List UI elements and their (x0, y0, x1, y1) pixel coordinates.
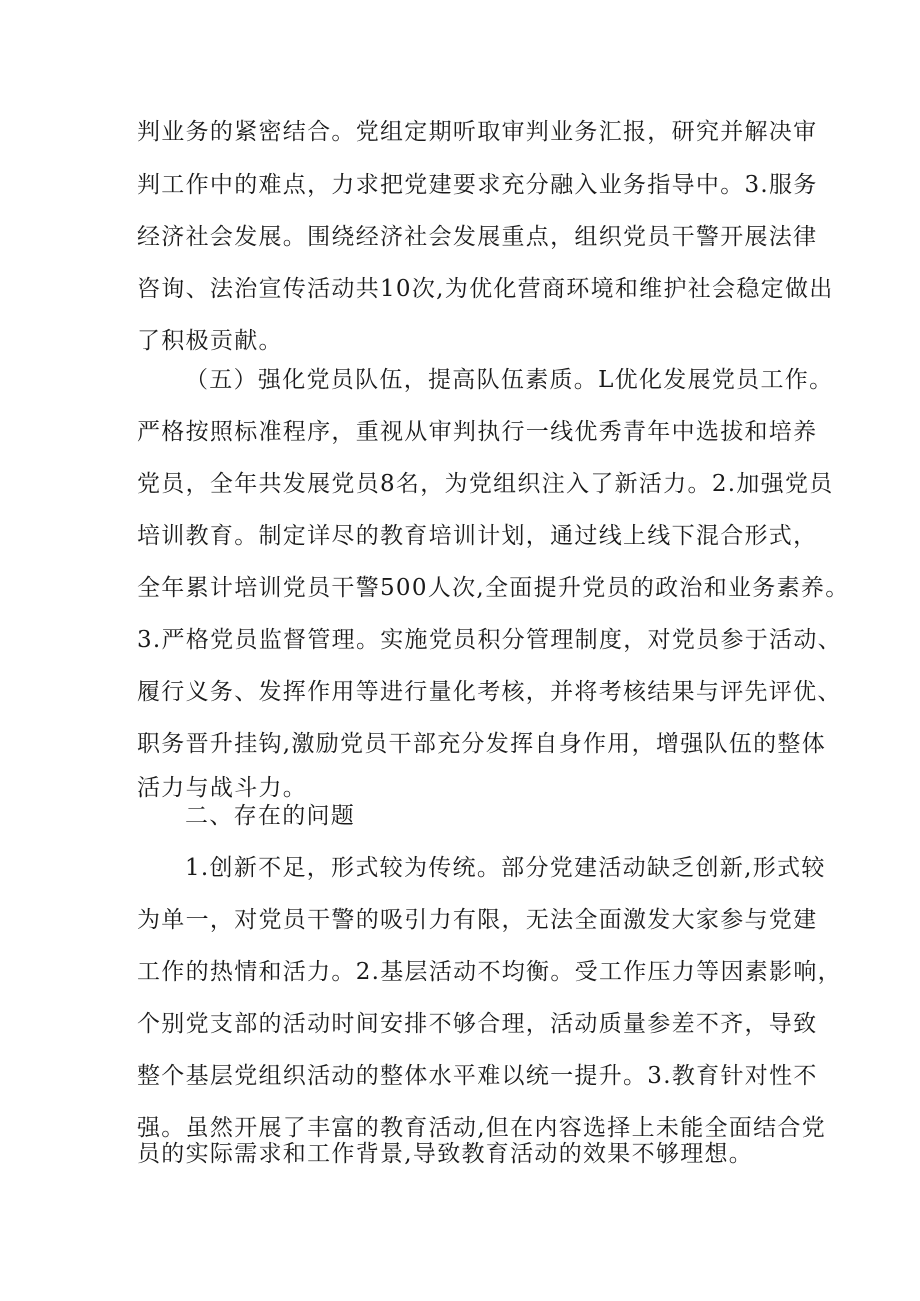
text-line: 整个基层党组织活动的整体水平难以统一提升。3.教育针对性不 (137, 1063, 818, 1089)
section-heading: （五）强化党员队伍，提高队伍素质。L优化发展党员工作。 (185, 367, 834, 393)
section-heading: 二、存在的问题 (185, 803, 356, 829)
text-line: 强。虽然开展了丰富的教育活动,但在内容选择上未能全面结合党 (137, 1115, 827, 1141)
text-line: 党员，全年共发展党员8名，为党组织注入了新活力。2.加强党员 (137, 471, 834, 497)
text-line: 职务晋升挂钩,激励党员干部充分发挥自身作用，增强队伍的整体 (137, 731, 827, 757)
text-line: 严格按照标准程序，重视从审判执行一线优秀青年中选拔和培养 (137, 419, 818, 445)
text-line: 判业务的紧密结合。党组定期听取审判业务汇报，研究并解决审 (137, 119, 818, 145)
text-line: 了积极贡献。 (137, 328, 283, 354)
text-line: 履行义务、发挥作用等进行量化考核，并将考核结果与评先评优、 (137, 679, 842, 705)
text-line: 全年累计培训党员干警500人次,全面提升党员的政治和业务素养。 (137, 575, 850, 601)
text-line: 员的实际需求和工作背景,导致教育活动的效果不够理想。 (137, 1141, 754, 1167)
text-line: 为单一，对党员干警的吸引力有限，无法全面激发大家参与党建 (137, 907, 818, 933)
text-line: 经济社会发展。围绕经济社会发展重点，组织党员干警开展法律 (137, 224, 818, 250)
text-line: 咨询、法治宣传活动共10次,为优化营商环境和维护社会稳定做出 (137, 276, 834, 302)
text-line: 工作的热情和活力。2.基层活动不均衡。受工作压力等因素影响， (137, 959, 842, 985)
text-line: 判工作中的难点，力求把党建要求充分融入业务指导中。3.服务 (137, 172, 818, 198)
text-line: 个别党支部的活动时间安排不够合理，活动质量参差不齐，导致 (137, 1011, 818, 1037)
text-line: 活力与战斗力。 (137, 775, 308, 801)
text-line: 培训教育。制定详尽的教育培训计划，通过线上线下混合形式， (137, 523, 818, 549)
text-line: 1.创新不足，形式较为传统。部分党建活动缺乏创新,形式较 (185, 855, 826, 881)
text-line: 3.严格党员监督管理。实施党员积分管理制度，对党员参于活动、 (137, 627, 842, 653)
